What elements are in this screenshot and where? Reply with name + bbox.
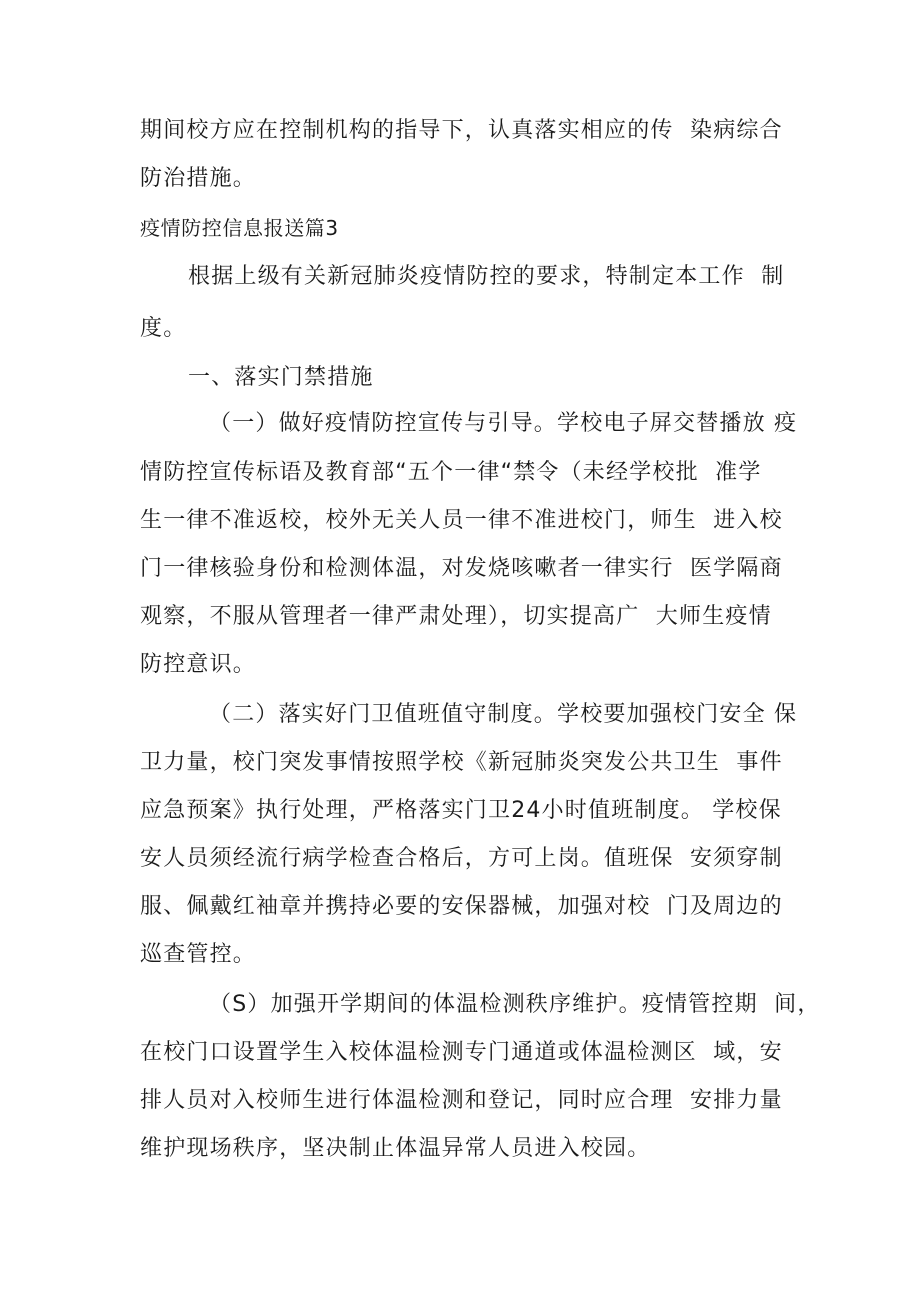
paragraph-line: 期间校方应在控制机构的指导下，认真落实相应的传 染病综合 <box>140 118 783 143</box>
paragraph-line: 卫力量，校门突发事情按照学校《新冠肺炎突发公共卫生 事件 <box>140 750 783 775</box>
paragraph-line: （二）落实好门卫值班值守制度。学校要加强校门安全 保 <box>209 702 798 727</box>
paragraph-line: 安人员须经流行病学检查合格后，方可上岗。值班保 安须穿制 <box>140 846 783 871</box>
paragraph-line: 服、佩戴红袖章并携持必要的安保器械，加强对校 门及周边的 <box>140 894 783 919</box>
paragraph-line: 巡查管控。 <box>140 942 257 967</box>
subsection-heading: 一、落实门禁措施 <box>188 365 374 390</box>
paragraph-line: 应急预案》执行处理，严格落实门卫24小时值班制度。 学校保 <box>140 798 782 823</box>
paragraph-line: 防控意识。 <box>140 652 257 677</box>
section-heading: 疫情防控信息报送篇3 <box>140 216 339 240</box>
paragraph-line: 门一律核验身份和检测体温，对发烧咳嗽者一律实行 医学隔商 <box>140 556 783 581</box>
paragraph-line: 观察，不服从管理者一律严肃处理），切实提高广 大师生疫情 <box>140 604 772 629</box>
paragraph-line: （S）加强开学期间的体温检测秩序维护。疫情管控期 间， <box>209 992 821 1017</box>
paragraph-line: 生一律不准返校，校外无关人员一律不准进校门，师生 进入校 <box>140 508 783 533</box>
paragraph-line: 度。 <box>140 316 187 341</box>
paragraph-line: 情防控宣传标语及教育部“五个一律“禁令（未经学校批 准学 <box>140 460 762 485</box>
paragraph-line: 防治措施。 <box>140 166 257 191</box>
paragraph-line: 排人员对入校师生进行体温检测和登记，同时应合理 安排力量 <box>140 1088 783 1113</box>
paragraph-line: 在校门口设置学生入校体温检测专门通道或体温检测区 域，安 <box>140 1040 783 1065</box>
paragraph-line: 维护现场秩序，坚决制止体温异常人员进入校园。 <box>140 1136 651 1161</box>
paragraph-line: 根据上级有关新冠肺炎疫情防控的要求，特制定本工作 制 <box>188 264 785 289</box>
paragraph-line: （一）做好疫情防控宣传与引导。学校电子屏交替播放 疫 <box>209 411 798 436</box>
